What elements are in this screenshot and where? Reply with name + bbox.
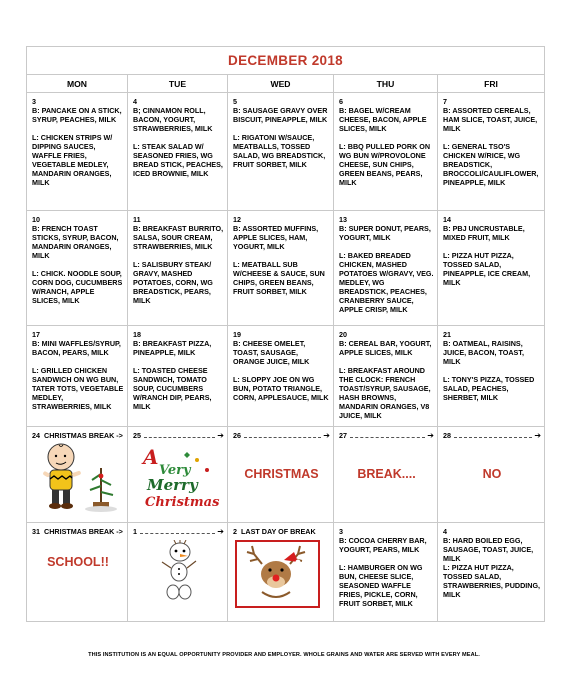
breakfast-menu: B: CEREAL BAR, YOGURT, APPLE SLICES, MILK — [339, 339, 432, 357]
day-cell — [228, 427, 334, 523]
day-number: 2 — [233, 527, 237, 536]
reindeer-icon — [240, 542, 316, 604]
breakfast-menu: B: BAGEL W/CREAM CHEESE, BACON, APPLE SLICES, MILK — [339, 106, 427, 133]
day-number: 14 — [443, 215, 451, 224]
breakfast-menu: B: PBJ UNCRUSTABLE, MIXED FRUIT, MILK — [443, 224, 525, 242]
day-cell — [27, 211, 128, 326]
break-label: CHRISTMAS BREAK -> — [44, 431, 123, 440]
charlie-brown-tree-icon — [35, 440, 121, 514]
breakfast-menu: B: OATMEAL, RAISINS, JUICE, BACON, TOAST, MILK — [443, 339, 524, 366]
day-cell — [334, 427, 438, 523]
day-number: 21 — [443, 330, 451, 339]
day-cell — [438, 93, 545, 211]
day-cell — [228, 93, 334, 211]
day-cell — [228, 326, 334, 427]
svg-text:Christmas: Christmas — [144, 495, 219, 510]
lunch-menu: L: STEAK SALAD W/ SEASONED FRIES, WG BREAD STICK, PEACHES, ICED BROWNIE, MILK — [133, 142, 223, 178]
day-number: 26 — [233, 431, 241, 440]
snowman-icon — [154, 540, 204, 610]
svg-text:A: A — [142, 445, 159, 469]
lunch-menu: L: GENERAL TSO'S CHICKEN W/RICE, WG BREADSTICK, BROCCOLI/CAULIFLOWER, PINEAPPLE, MILK — [443, 142, 539, 187]
day-cell — [128, 211, 228, 326]
lunch-menu: L: SALISBURY STEAK/ GRAVY, MASHED POTATOES, CORN, WG BREADSTICK, PEARS, MILK — [133, 260, 213, 305]
day-cell — [27, 523, 128, 622]
day-number: 3 — [32, 97, 36, 106]
lunch-menu: L: BBQ PULLED PORK ON WG BUN W/PROVOLONE CHEESE, SUN CHIPS, GREEN BEANS, PEARS, MILK — [339, 142, 431, 187]
break-message: NO — [482, 467, 502, 481]
arrow-right-icon: ➔ — [217, 527, 224, 536]
day-cell — [334, 523, 438, 622]
day-number: 7 — [443, 97, 447, 106]
day-number: 13 — [339, 215, 347, 224]
arrow-right-icon: ➔ — [534, 431, 542, 440]
day-header-fri: FRI — [438, 75, 545, 93]
arrow-right-icon: ➔ — [427, 431, 434, 440]
day-cell — [228, 523, 334, 622]
day-cell — [27, 427, 128, 523]
day-cell — [438, 427, 545, 523]
day-header-wed: WED — [228, 75, 334, 93]
breakfast-menu: B: FRENCH TOAST STICKS, SYRUP, BACON, MANDARIN ORANGES, MILK — [32, 224, 119, 260]
day-number: 3 — [339, 527, 343, 536]
day-cell — [128, 326, 228, 427]
day-number: 17 — [32, 330, 40, 339]
merry-christmas-clipart — [137, 440, 221, 514]
day-number: 12 — [233, 215, 241, 224]
day-number: 31 — [32, 527, 40, 536]
day-number: 25 — [133, 431, 141, 440]
lunch-menu: L: HAMBURGER ON WG BUN, CHEESE SLICE, SEASONED WAFFLE FRIES, PICKLE, CORN, FRUIT SORBET, MILK — [339, 563, 423, 608]
day-number: 5 — [233, 97, 237, 106]
arrow-right-icon: ➔ — [323, 431, 330, 440]
day-number: 1 — [133, 527, 137, 536]
lunch-menu: L: MEATBALL SUB W/CHEESE & SAUCE, SUN CHIPS, GREEN BEANS, FRUIT SORBET, MILK — [233, 260, 325, 296]
lunch-menu: L: SLOPPY JOE ON WG BUN, POTATO TRIANGLE, CORN, APPLESAUCE, MILK — [233, 375, 329, 402]
breakfast-menu: B: HARD BOILED EGG, SAUSAGE, TOAST, JUICE, MILK — [443, 536, 534, 563]
arrow-right-icon: ➔ — [217, 431, 224, 440]
breakfast-menu: B: CHEESE OMELET, TOAST, SAUSAGE, ORANGE JUICE, MILK — [233, 339, 310, 366]
breakfast-menu: B: PANCAKE ON A STICK, SYRUP, PEACHES, MILK — [32, 106, 122, 124]
breakfast-menu: B: BREAKFAST PIZZA, PINEAPPLE, MILK — [133, 339, 212, 357]
day-cell — [438, 523, 545, 622]
break-message: CHRISTMAS — [244, 467, 319, 481]
day-cell — [27, 326, 128, 427]
breakfast-menu: B: SAUSAGE GRAVY OVER BISCUIT, PINEAPPLE, MILK — [233, 106, 328, 124]
lunch-menu: L: TOASTED CHEESE SANDWICH, TOMATO SOUP, CUCUMBERS W/RANCH DIP, PEARS, MILK — [133, 366, 212, 411]
breakfast-menu: B; CINNAMON ROLL, BACON, YOGURT, STRAWBERRIES, MILK — [133, 106, 213, 133]
breakfast-menu: B: ASSORTED MUFFINS, APPLE SLICES, HAM, YOGURT, MILK — [233, 224, 319, 251]
break-message: SCHOOL!! — [47, 555, 109, 569]
breakfast-menu: B: ASSORTED CEREALS, HAM SLICE, TOAST, JUICE, MILK — [443, 106, 538, 133]
day-cell — [27, 93, 128, 211]
day-number: 10 — [32, 215, 40, 224]
day-cell — [334, 93, 438, 211]
reindeer-frame — [235, 540, 320, 608]
breakfast-menu: B: SUPER DONUT, PEARS, YOGURT, MILK — [339, 224, 431, 242]
calendar-title: DECEMBER 2018 — [27, 47, 545, 75]
day-number: 18 — [133, 330, 141, 339]
day-number: 11 — [133, 215, 141, 224]
day-cell — [334, 326, 438, 427]
day-cell — [438, 326, 545, 427]
footer-note: THIS INSTITUTION IS AN EQUAL OPPORTUNITY PROVIDER AND EMPLOYER. WHOLE GRAINS AND WATER ARE SERVED WITH EVERY MEAL. — [88, 652, 480, 658]
day-number: 28 — [443, 431, 451, 440]
lunch-menu: L: PIZZA HUT PIZZA, TOSSED SALAD, STRAWBERRIES, PUDDING, MILK — [443, 563, 541, 599]
svg-text:Merry: Merry — [146, 476, 198, 494]
lunch-menu: L: TONY'S PIZZA, TOSSED SALAD, PEACHES, SHERBET, MILK — [443, 375, 535, 402]
day-header-mon: MON — [27, 75, 128, 93]
day-number: 4 — [443, 527, 447, 536]
day-header-tue: TUE — [128, 75, 228, 93]
break-label: LAST DAY OF BREAK — [241, 527, 316, 536]
breakfast-menu: B: COCOA CHERRY BAR, YOGURT, PEARS, MILK — [339, 536, 427, 554]
lunch-menu: L: CHICKEN STRIPS W/ DIPPING SAUCES, WAFFLE FRIES, VEGETABLE MEDLEY, MANDARIN ORANGES, MILK — [32, 133, 113, 187]
day-number: 24 — [32, 431, 40, 440]
day-number: 20 — [339, 330, 347, 339]
lunch-menu: L: GRILLED CHICKEN SANDWICH ON WG BUN, TATER TOTS, VEGETABLE MEDLEY, STRAWBERRIES, MILK — [32, 366, 124, 411]
day-number: 6 — [339, 97, 343, 106]
day-cell — [128, 427, 228, 523]
day-number: 19 — [233, 330, 241, 339]
breakfast-menu: B: BREAKFAST BURRITO, SALSA, SOUR CREAM, STRAWBERRIES, MILK — [133, 224, 224, 251]
svg-text:Very: Very — [158, 463, 191, 478]
day-cell — [128, 93, 228, 211]
lunch-menu: L: BREAKFAST AROUND THE CLOCK: FRENCH TOAST/SYRUP, SAUSAGE, HASH BROWNS, MANDARIN ORANGES, V8 JUICE, MILK — [339, 366, 431, 420]
day-cell — [128, 523, 228, 622]
day-cell — [334, 211, 438, 326]
lunch-menu: L: BAKED BREADED CHICKEN, MASHED POTATOES W/GRAVY, VEG. MEDLEY, WG BREADSTICK, PEACHES, CRANBERRY SAUCE, APPLE CRISP, MILK — [339, 251, 434, 314]
calendar-table — [26, 46, 545, 622]
break-label: CHRISTMAS BREAK -> — [44, 527, 123, 536]
lunch-menu: L: RIGATONI W/SAUCE, MEATBALLS, TOSSED SALAD, WG BREADSTICK, FRUIT SORBET, MILK — [233, 133, 326, 169]
day-cell — [438, 211, 545, 326]
breakfast-menu: B: MINI WAFFLES/SYRUP, BACON, PEARS, MILK — [32, 339, 121, 357]
day-cell — [228, 211, 334, 326]
break-message: BREAK.... — [357, 467, 416, 481]
lunch-menu: L: CHICK. NOODLE SOUP, CORN DOG, CUCUMBERS W/RANCH, APPLE SLICES, MILK — [32, 269, 123, 305]
day-header-thu: THU — [334, 75, 438, 93]
day-number: 27 — [339, 431, 347, 440]
lunch-menu: L: PIZZA HUT PIZZA, TOSSED SALAD, PINEAPPLE, ICE CREAM, MILK — [443, 251, 531, 287]
day-number: 4 — [133, 97, 137, 106]
